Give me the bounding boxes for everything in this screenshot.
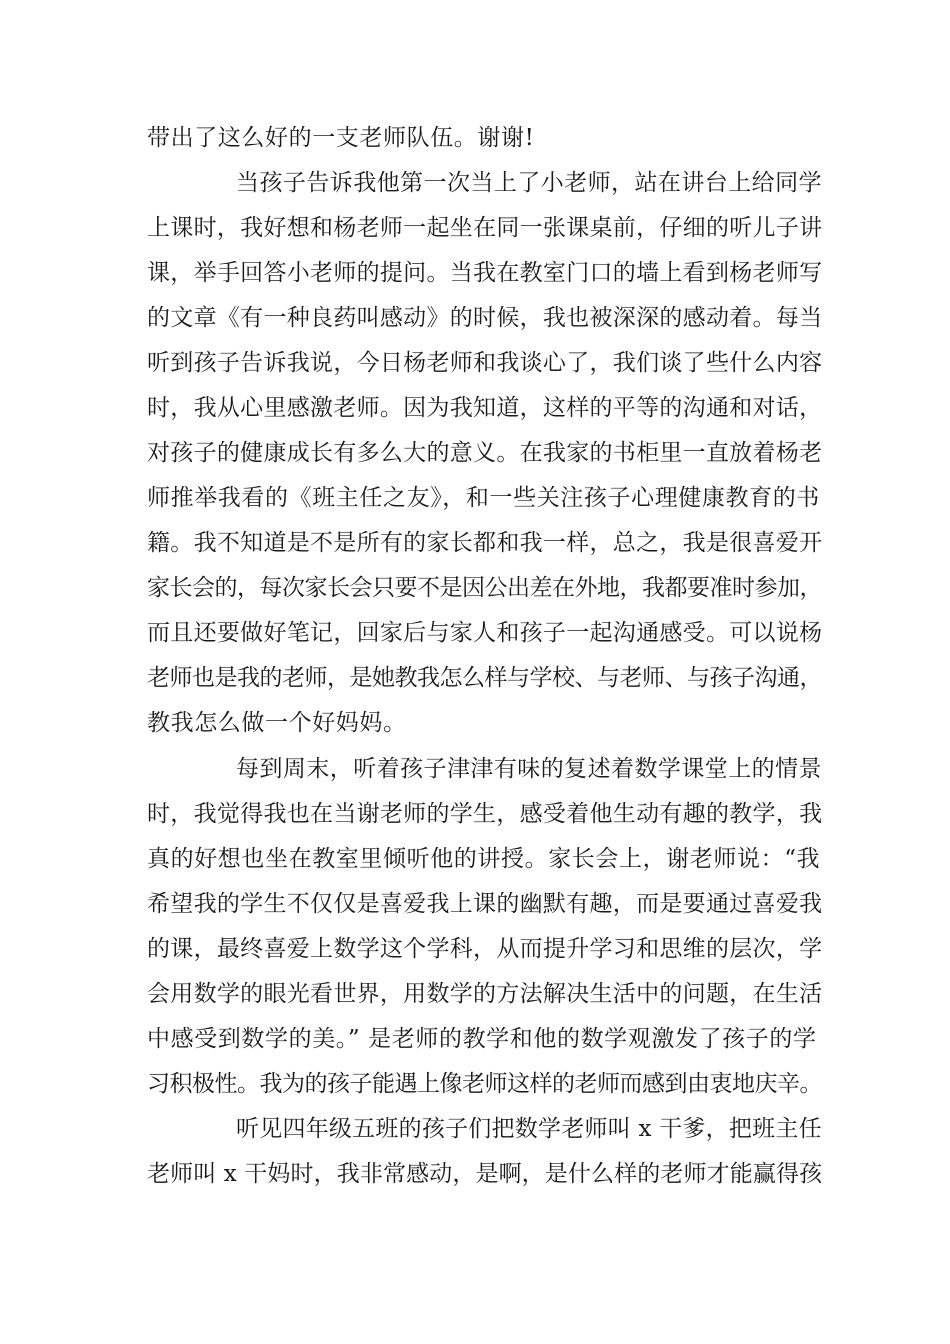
text-line: 师推举我看的《班主任之友》，和一些关注孩子心理健康教育的书 (147, 485, 820, 511)
text-line: 上课时，我好想和杨老师一起坐在同一张课桌前，仔细的听儿子讲 (147, 215, 823, 241)
text-line: 老师也是我的老师，是她教我怎么样与学校、与老师、与孩子沟通， (147, 665, 822, 691)
text-line: 会用数学的眼光看世界，用数学的方法解决生活中的问题，在生活 (147, 981, 823, 1007)
text-line: 的课，最终喜爱上数学这个学科，从而提升学习和思维的层次，学 (147, 936, 823, 962)
text-line: 时，我觉得我也在当谢老师的学生，感受着他生动有趣的教学，我 (147, 801, 823, 827)
text-line: 听到孩子告诉我说，今日杨老师和我谈心了，我们谈了些什么内容 (147, 350, 823, 376)
text-line: 希望我的学生不仅仅是喜爱我上课的幽默有趣，而是要通过喜爱我 (147, 891, 823, 917)
text-line: 当孩子告诉我他第一次当上了小老师，站在讲台上给同学 (236, 170, 822, 196)
text-line: 对孩子的健康成长有多么大的意义。在我家的书柜里一直放着杨老 (147, 440, 823, 466)
text-line: 课，举手回答小老师的提问。当我在教室门口的墙上看到杨老师写 (147, 260, 823, 286)
text-line: 带出了这么好的一支老师队伍。谢谢! (147, 125, 535, 151)
text-line: 教我怎么做一个好妈妈。 (147, 710, 407, 736)
text-line: 真的好想也坐在教室里倾听他的讲授。家长会上，谢老师说：“我 (147, 846, 821, 872)
text-line: 的文章《有一种良药叫感动》的时候，我也被深深的感动着。每当 (147, 305, 823, 331)
text-line: 中感受到数学的美。” 是老师的教学和他的数学观激发了孩子的学 (147, 1026, 817, 1052)
text-line: 老师叫 x 干妈时，我非常感动，是啊，是什么样的老师才能赢得孩 (147, 1161, 823, 1187)
text-line: 习积极性。我为的孩子能遇上像老师这样的老师而感到由衷地庆辛。 (147, 1071, 822, 1097)
text-line: 每到周末，听着孩子津津有味的复述着数学课堂上的情景 (236, 756, 822, 782)
text-line: 籍。我不知道是不是所有的家长都和我一样，总之，我是很喜爱开 (147, 530, 823, 556)
text-line: 听见四年级五班的孩子们把数学老师叫 x 干爹，把班主任 (236, 1116, 822, 1142)
text-line: 而且还要做好笔记，回家后与家人和孩子一起沟通感受。可以说杨 (147, 620, 823, 646)
text-line: 家长会的，每次家长会只要不是因公出差在外地，我都要准时参加， (147, 575, 822, 601)
text-line: 时，我从心里感激老师。因为我知道，这样的平等的沟通和对话， (147, 395, 823, 421)
